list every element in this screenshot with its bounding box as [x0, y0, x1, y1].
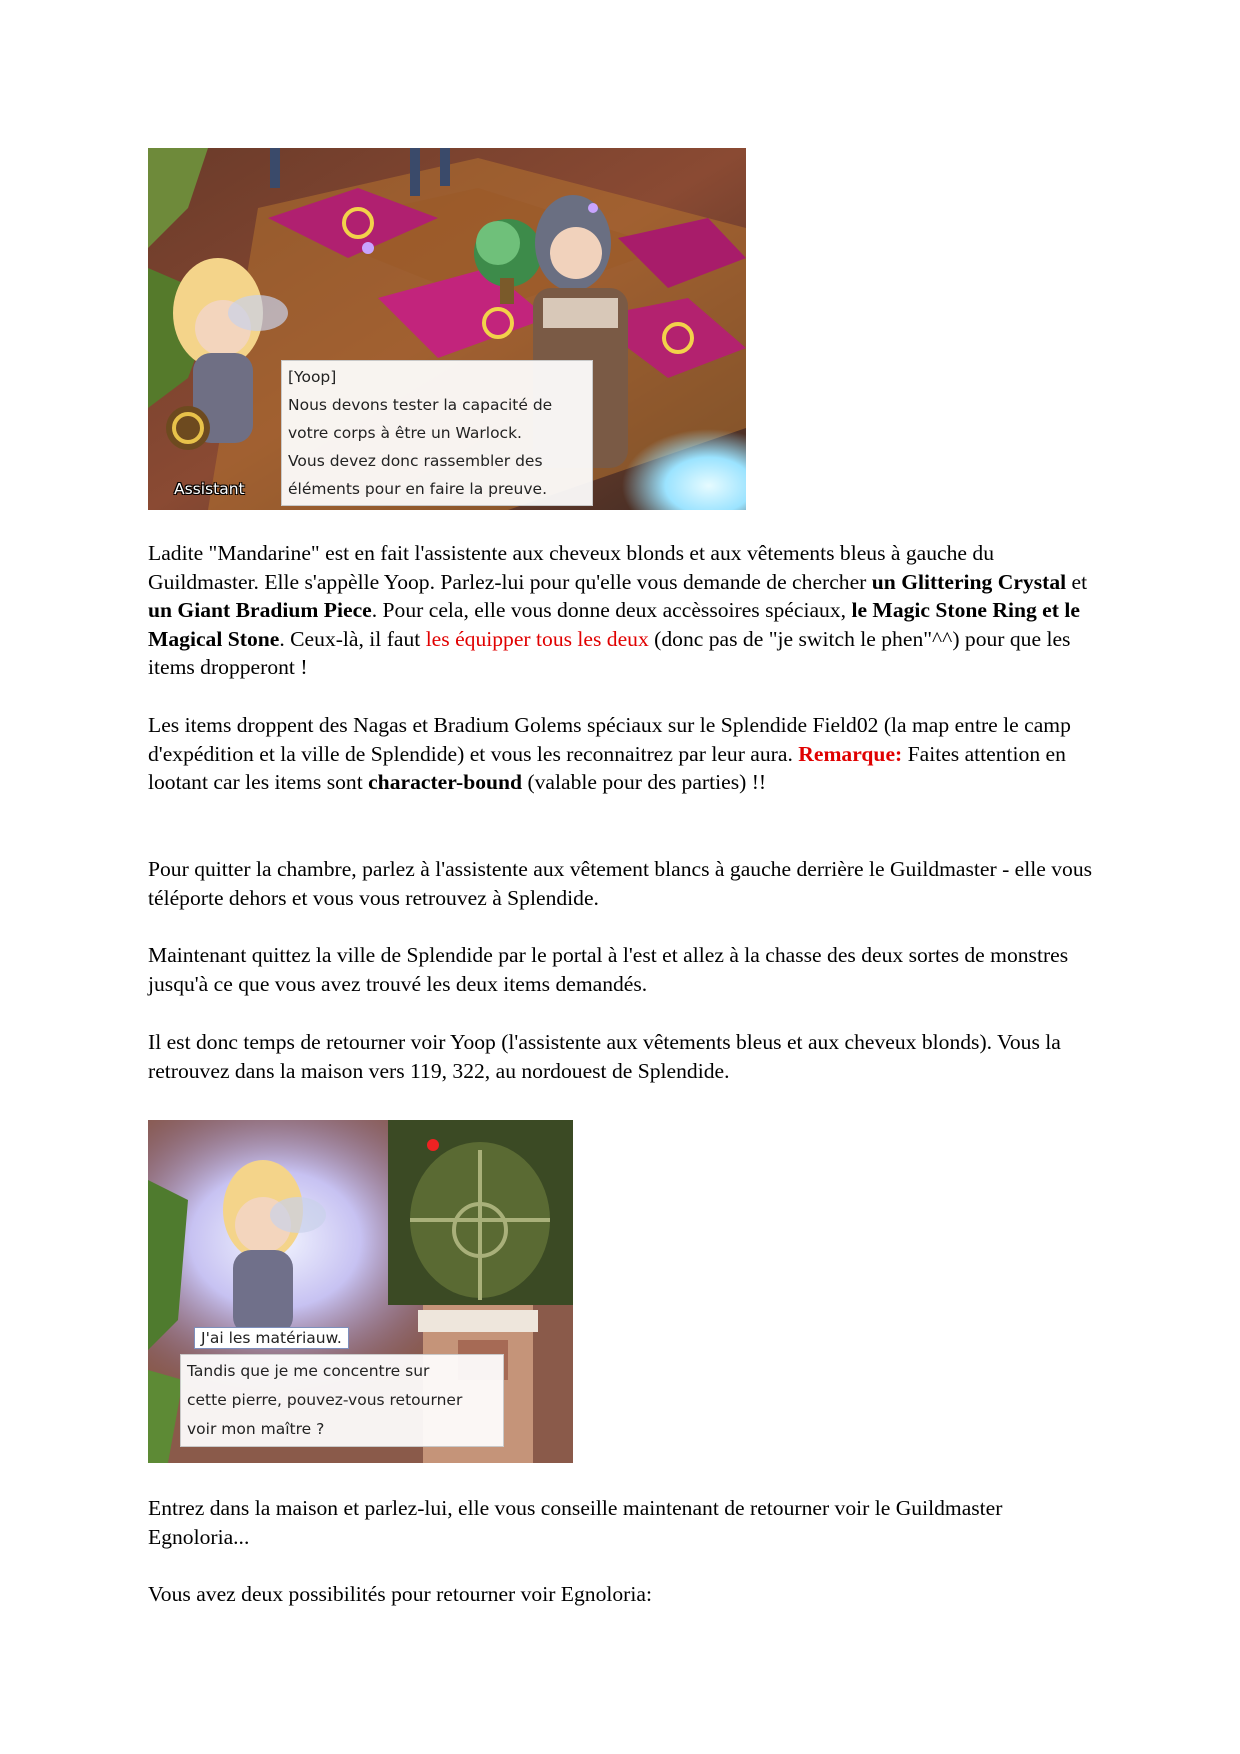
paragraph-mandarine: Ladite "Mandarine" est en fait l'assistente aux cheveux blonds et aux vêtements bleus à gauche du Guildmaster. Elle s'appèlle Yoop. Parlez-lui pour qu'elle vous demande de chercher un Glittering Crystal et un Giant Bradium Piece. Pour cela, elle vous donne deux accèssoires spéciaux, le Magic Stone Ring et le Magical Stone. Ceux-là, il faut les équipper tous les deux (donc pas de "je switch le phen"^^) pour que les items dropperont !: [148, 541, 1088, 679]
npc-name-label: Assistant: [174, 480, 245, 498]
dialog-line: voir mon maître ?: [187, 1420, 325, 1438]
dialog-line: Nous devons tester la capacité de: [288, 396, 553, 414]
paragraph-two-options: Vous avez deux possibilités pour retourner voir Egnoloria:: [148, 1582, 652, 1606]
dialog-line: [Yoop]: [288, 368, 337, 386]
game-screenshot-materials: [148, 1120, 573, 1463]
paragraph-return-yoop: Il est donc temps de retourner voir Yoop (l'assistente aux vêtements bleus et aux cheveux blonds). Vous la retrouvez dans la maison vers 119, 322, au nordouest de Splendide.: [148, 1030, 1061, 1083]
item-giant-bradium: un Giant Bradium Piece: [148, 598, 372, 622]
dialog-line: cette pierre, pouvez-vous retourner: [187, 1391, 463, 1409]
paragraph-leave-room: Pour quitter la chambre, parlez à l'assistente aux vêtement blancs à gauche derrière le Guildmaster - elle vous téléporte dehors et vous vous retrouvez à Splendide.: [148, 857, 1093, 910]
game-screenshot-yoop-dialog: [148, 148, 746, 510]
dialog-line: éléments pour en faire la preuve.: [288, 480, 548, 498]
dialog-line: votre corps à être un Warlock.: [288, 424, 522, 442]
item-glittering-crystal: un Glittering Crystal: [871, 569, 1067, 594]
dialog-line: Vous devez donc rassembler des: [288, 452, 543, 470]
dialog-choice-materials[interactable]: J'ai les matériauw.: [194, 1327, 349, 1349]
paragraph-enter-house: Entrez dans la maison et parlez-lui, elle vous conseille maintenant de retourner voir le Guildmaster Egnoloria...: [148, 1496, 1003, 1549]
highlight-equip-both: les équipper tous les deux: [425, 626, 649, 651]
npc-dialog-box: [180, 1354, 504, 1447]
character-bound-text: character-bound: [368, 770, 523, 794]
paragraph-drops: Les items droppent des Nagas et Bradium Golems spéciaux sur le Splendide Field02 (la map entre le camp d'expédition et la ville de Splendide) et vous les reconnaitrez par leur aura. Remarque: Faites attention en lootant car les items sont character-bound (valable pour des parties) !!: [148, 713, 1071, 794]
dialog-line: Tandis que je me concentre sur: [187, 1362, 430, 1380]
item-magic-stones: le Magic Stone Ring et le Magical Stone: [148, 598, 1080, 651]
remark-label: Remarque:: [798, 741, 903, 766]
npc-dialog-box: [281, 360, 593, 506]
paragraph-hunt: Maintenant quittez la ville de Splendide par le portal à l'est et allez à la chasse des deux sortes de monstres jusqu'à ce que vous avez trouvé les deux items demandés.: [148, 943, 1069, 996]
